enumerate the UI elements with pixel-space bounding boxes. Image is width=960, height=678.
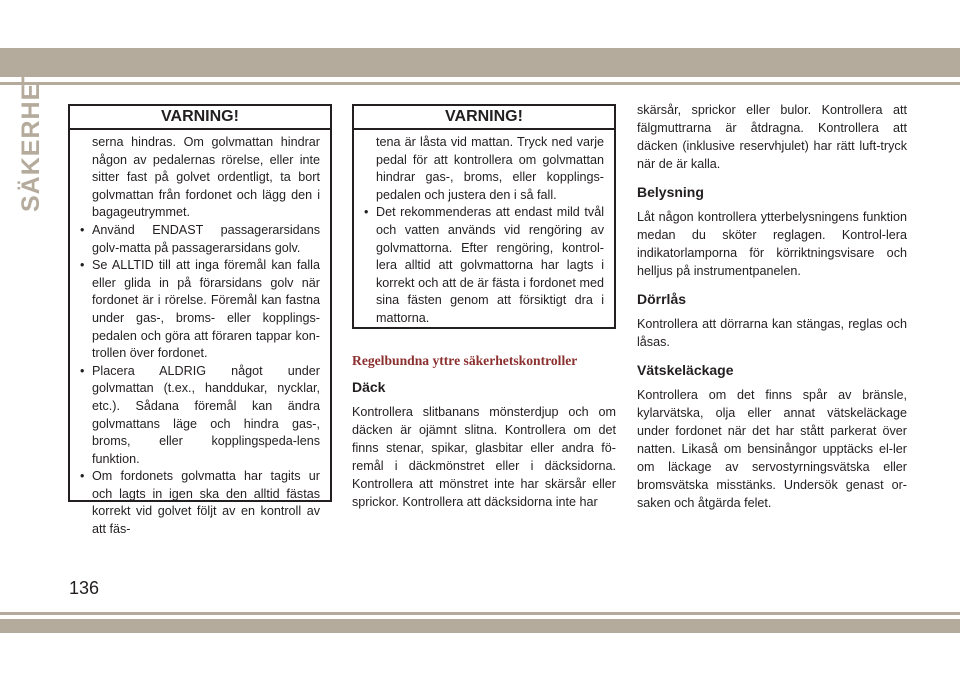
warning-box-left — [68, 104, 332, 537]
warning-continuation: serna hindras. Om golvmattan hindrar någon av pedalernas rörelse, eller inte sitter fast på golvet ordentligt, ta bort golvmattan från fordonet och lägg den i bagageutrymmet. — [92, 135, 320, 220]
warning-body — [70, 130, 330, 539]
paragraph-fluid-leaks: Kontrollera om det finns spår av bränsle, kylarvätska, olja eller annat vätskeläckage under fordonet när det har stått parkerat över natten. Likaså om bensinångor upptäcks el-ler om läckage av servostyrningsvätska eller bromsvätska misstänks. Undersök genast or-saken och åtgärda felet. — [637, 388, 907, 510]
section-heading: Regelbundna yttre säkerhetskontroller — [352, 353, 578, 368]
subheading-door-locks: Dörrlås — [637, 291, 687, 307]
section-tab: SÄKERHET — [17, 66, 45, 212]
subheading-fluid-leaks: Vätskeläckage — [637, 362, 734, 378]
subheading-lighting: Belysning — [637, 184, 704, 200]
warning-item: • Se ALLTID till att inga föremål kan falla eller glida in på förarsidans golv när fordonet är i rörelse. Föremål kan fastna under gas-, broms- eller kopplings-pedalen och göra att föraren tappar kon-trollen över fordonet. — [80, 257, 320, 363]
subheading-tires: Däck — [352, 379, 386, 395]
warning-item: • Om fordonets golvmatta har tagits ur och lagts in igen ska den alltid fästas korrekt vid golvet följt av en kontroll av att fäs- — [80, 468, 320, 538]
footer-rule — [0, 612, 960, 615]
right-column — [637, 101, 907, 512]
warning-item: • Använd ENDAST passagerarsidans golv-matta på passagerarsidans golv. — [80, 222, 320, 257]
header-rule — [0, 82, 960, 85]
middle-column — [352, 352, 616, 511]
warning-box-mid — [352, 104, 616, 329]
warning-list — [364, 204, 604, 327]
header-band — [0, 48, 960, 77]
warning-item: • Det rekommenderas att endast mild tvål och vatten används vid rengöring av golvmattorna. Efter rengöring, kontrol-lera alltid att golvmattorna har lagts i korrekt och att de är fästa i fordonet med sina fästen genom att försiktigt dra i mattorna. — [364, 204, 604, 327]
warning-title: VARNING! — [70, 106, 330, 130]
paragraph-continuation: skärsår, sprickor eller bulor. Kontrollera att fälgmuttrarna är åtdragna. Kontrollera att däcken (inklusive reservhjulet) har rätt luft-tryck när de är kalla. — [637, 103, 907, 171]
paragraph-door-locks: Kontrollera att dörrarna kan stängas, reglas och låsas. — [637, 317, 907, 349]
warning-list — [80, 222, 320, 539]
paragraph-tires: Kontrollera slitbanans mönsterdjup och om däcken är ojämnt slitna. Kontrollera om det finns stenar, spikar, glasbitar eller andra fö-remål i däckmönstret eller i däcksidorna. Kontrollera att mönstret inte har skärsår eller sprickor. Kontrollera att däcksidorna inte har — [352, 405, 616, 509]
page-number: 136 — [69, 578, 100, 598]
footer-band — [0, 619, 960, 633]
warning-body — [354, 130, 614, 328]
warning-item: • Placera ALDRIG något under golvmattan (t.ex., handdukar, nycklar, etc.). Sådana föremål kan ändra golvmattans läge och hindra gas-, broms, eller kopplingspeda-lens funktion. — [80, 363, 320, 469]
warning-continuation: tena är låsta vid mattan. Tryck ned varje pedal för att kontrollera om golvmattan hindrar gas-, broms, eller kopplings-pedalen och justera den i så fall. — [376, 135, 604, 202]
paragraph-lighting: Låt någon kontrollera ytterbelysningens funktion medan du sköter reglagen. Kontrol-lera indikatorlamporna för körriktningsvisare och helljus på instrumentpanelen. — [637, 210, 907, 278]
warning-title: VARNING! — [354, 106, 614, 130]
